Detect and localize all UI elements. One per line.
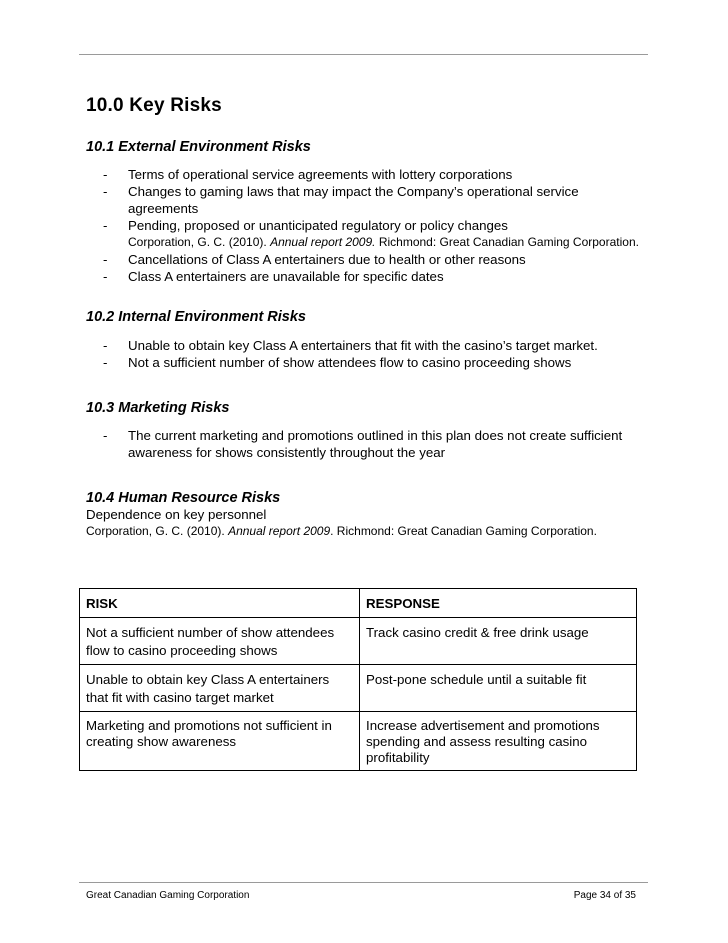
section-external-risks [86,139,646,285]
list-item: - Pending, proposed or unanticipated regulatory or policy changes Corporation, G. C. (2010). Annual report 2009. Richmond: Great Canadian Gaming Corporation. [99,217,646,251]
section-title: 10.1 External Environment Risks [86,139,311,155]
citation: Corporation, G. C. (2010). Annual report 2009. Richmond: Great Canadian Gaming Corporation. [86,524,597,538]
risk-cell: Not a sufficient number of show attendees flow to casino proceeding shows [80,618,360,665]
bullet-dash: - [103,338,108,353]
page-content [86,95,646,540]
section-subtitle: Dependence on key personnel [86,507,267,522]
section-title: 10.4 Human Resource Risks [86,490,281,506]
list-item: - Cancellations of Class A entertainers due to health or other reasons [103,252,526,267]
list-item: - Not a sufficient number of show attendees flow to casino proceeding shows [103,355,572,370]
section-marketing-risks [86,400,646,461]
column-header-response: RESPONSE [360,589,637,618]
table-row [80,618,637,665]
bullet-dash: - [103,269,108,284]
page-title: 10.0 Key Risks [86,95,222,116]
column-header-risk: RISK [80,589,360,618]
bullet-dash: - [103,167,108,182]
footer-page-number: Page 34 of 35 [573,890,636,901]
list-item: - The current marketing and promotions outlined in this plan does not create sufficient awareness for shows consistently throughout the year [103,428,623,460]
section-internal-risks [86,309,646,371]
response-cell: Track casino credit & free drink usage [360,618,637,665]
risk-cell: Marketing and promotions not sufficient in creating show awareness [80,712,360,771]
section-title: 10.3 Marketing Risks [86,400,230,416]
section-title: 10.2 Internal Environment Risks [86,309,306,325]
risk-cell: Unable to obtain key Class A entertainers that fit with casino target market [80,665,360,712]
bullet-dash: - [103,355,108,370]
list-item: - Changes to gaming laws that may impact the Company’s operational service agreements [103,184,579,216]
table-row [80,712,637,771]
footer-rule [79,882,648,883]
risk-list [86,166,646,285]
table-row [80,665,637,712]
list-item: - Terms of operational service agreements with lottery corporations [103,167,513,182]
citation: Corporation, G. C. (2010). Annual report 2009. Richmond: Great Canadian Gaming Corporation. [128,235,639,249]
list-item: - Class A entertainers are unavailable for specific dates [103,269,444,284]
table-header-row [80,589,637,618]
list-item: - Unable to obtain key Class A entertainers that fit with the casino’s target market. [103,338,598,353]
bullet-dash: - [103,252,108,267]
risk-list [86,427,646,461]
section-hr-risks [86,490,646,540]
header-rule [79,54,648,55]
bullet-dash: - [103,184,108,199]
bullet-dash: - [103,218,108,233]
risk-response-table [79,588,637,771]
footer-company: Great Canadian Gaming Corporation [86,890,250,901]
bullet-dash: - [103,428,108,443]
risk-list [86,337,646,371]
response-cell: Increase advertisement and promotions spending and assess resulting casino profitability [360,712,637,771]
response-cell: Post-pone schedule until a suitable fit [360,665,637,712]
